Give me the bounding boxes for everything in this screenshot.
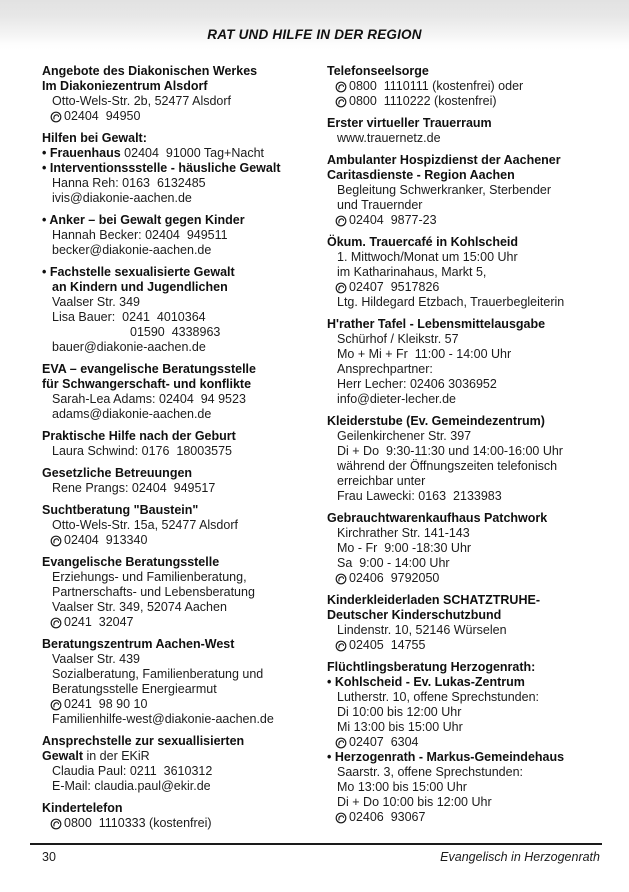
right-column (327, 64, 605, 838)
bullet-item: • Interventionssstelle - häusliche Gewalt (42, 161, 281, 175)
text-line: Sa 9:00 - 14:00 Uhr (337, 556, 450, 570)
section (327, 660, 605, 825)
section-heading: Caritasdienste - Region Aachen (327, 168, 515, 182)
bullet-item-continuation: an Kindern und Jugendlichen (52, 280, 228, 294)
phone-number: 02407 6304 (349, 735, 419, 749)
phone-line (42, 533, 314, 548)
text-line: erreichbar unter (337, 474, 426, 488)
section-heading: Telefonseelsorge (327, 64, 429, 78)
bullet-item: • Herzogenrath - Markus-Gemeindehaus (327, 750, 565, 764)
phone-icon (50, 818, 62, 830)
imprint-text: Evangelisch in Herzogenrath (440, 850, 600, 864)
phone-icon (335, 573, 347, 585)
text-line: Otto-Wels-Str. 2b, 52477 Alsdorf (52, 94, 232, 108)
section (42, 265, 314, 355)
text-line: Saarstr. 3, offene Sprechstunden: (337, 765, 524, 779)
text-line: Erziehungs- und Familienberatung, (52, 570, 247, 584)
page-header (0, 26, 629, 44)
text-line: Lutherstr. 10, offene Sprechstunden: (337, 690, 539, 704)
text-line: www.trauernetz.de (337, 131, 441, 145)
left-column (42, 64, 314, 838)
section-heading: Hilfen bei Gewalt: (42, 131, 147, 145)
text-line: Hanna Reh: 0163 6132485 (52, 176, 206, 190)
section (327, 116, 605, 146)
text-line: Familienhilfe-west@diakonie-aachen.de (52, 712, 274, 726)
text-line: Laura Schwind: 0176 18003575 (52, 444, 233, 458)
text-line: Vaalser Str. 349 (52, 295, 141, 309)
phone-line (327, 735, 605, 750)
bullet-item: • Anker – bei Gewalt gegen Kinder (42, 213, 245, 227)
phone-line (327, 213, 605, 228)
text-line: Lisa Bauer: 0241 4010364 (52, 310, 206, 324)
text-line: info@dieter-lecher.de (337, 392, 457, 406)
section-heading: Kleiderstube (Ev. Gemeindezentrum) (327, 414, 545, 428)
section (42, 213, 314, 258)
bullet-item: • Kohlscheid - Ev. Lukas-Zentrum (327, 675, 525, 689)
phone-number: 02404 913340 (64, 533, 148, 547)
text-line: Beratungsstelle Energiearmut (52, 682, 217, 696)
phone-number: 02407 9517826 (349, 280, 440, 294)
text-line: 1. Mittwoch/Monat um 15:00 Uhr (337, 250, 518, 264)
section-heading: Suchtberatung "Baustein" (42, 503, 199, 517)
text-line: Sozialberatung, Familienberatung und (52, 667, 264, 681)
text-line: Di + Do 9:30-11:30 und 14:00-16:00 Uhr (337, 444, 563, 458)
section (42, 429, 314, 459)
section-heading: Ansprechstelle zur sexuallisierten (42, 734, 245, 748)
section-heading: Angebote des Diakonischen Werkes (42, 64, 258, 78)
phone-line (327, 280, 605, 295)
section-heading: Ökum. Trauercafé in Kohlscheid (327, 235, 519, 249)
phone-icon (335, 282, 347, 294)
section (42, 555, 314, 630)
phone-number: 02405 14755 (349, 638, 426, 652)
section-heading: Praktische Hilfe nach der Geburt (42, 429, 236, 443)
text-line: Ltg. Hildegard Etzbach, Trauerbegleiterin (337, 295, 565, 309)
phone-number: 0800 1110333 (kostenfrei) (64, 816, 212, 830)
phone-line (42, 697, 314, 712)
text-line: Herr Lecher: 02406 3036952 (337, 377, 497, 391)
phone-icon (50, 535, 62, 547)
text-line: Schürhof / Kleikstr. 57 (337, 332, 459, 346)
text-line: Mo 13:00 bis 15:00 Uhr (337, 780, 467, 794)
phone-line (327, 79, 605, 94)
phone-number: 0241 98 90 10 (64, 697, 148, 711)
phone-icon (50, 699, 62, 711)
phone-line (327, 810, 605, 825)
phone-number: 0241 32047 (64, 615, 134, 629)
page-title: RAT UND HILFE IN DER REGION (207, 27, 422, 42)
text-line: Vaalser Str. 439 (52, 652, 141, 666)
section (327, 317, 605, 407)
text-line: Partnerschafts- und Lebensberatung (52, 585, 255, 599)
text-line: Di + Do 10:00 bis 12:00 Uhr (337, 795, 492, 809)
text-line: Vaalser Str. 349, 52074 Aachen (52, 600, 227, 614)
section-heading: Gewalt in der EKiR (42, 749, 150, 763)
text-line: ivis@diakonie-aachen.de (52, 191, 192, 205)
section-heading: Flüchtlingsberatung Herzogenrath: (327, 660, 536, 674)
phone-line (327, 94, 605, 109)
section-heading: Evangelische Beratungsstelle (42, 555, 220, 569)
bullet-item: • Fachstelle sexualisierte Gewalt (42, 265, 235, 279)
section (327, 153, 605, 228)
section-heading: H'rather Tafel - Lebensmittelausgabe (327, 317, 546, 331)
text-line: Claudia Paul: 0211 3610312 (52, 764, 213, 778)
section-heading: Gebrauchtwarenkaufhaus Patchwork (327, 511, 548, 525)
section-heading: Deutscher Kinderschutzbund (327, 608, 502, 622)
section-heading: Kindertelefon (42, 801, 123, 815)
phone-icon (50, 111, 62, 123)
text-line: Sarah-Lea Adams: 02404 94 9523 (52, 392, 246, 406)
section (42, 131, 314, 206)
section (42, 637, 314, 727)
phone-number: 0800 1110111 (kostenfrei) oder (349, 79, 524, 93)
text-line: und Trauernder (337, 198, 423, 212)
section-heading: Im Diakoniezentrum Alsdorf (42, 79, 208, 93)
section (42, 503, 314, 548)
text-line: Kirchrather Str. 141-143 (337, 526, 470, 540)
phone-icon (335, 640, 347, 652)
section-heading: für Schwangerschaft- und konflikte (42, 377, 252, 391)
text-line: adams@diakonie-aachen.de (52, 407, 212, 421)
text-line: Begleitung Schwerkranker, Sterbender (337, 183, 552, 197)
phone-number: 0800 1110222 (kostenfrei) (349, 94, 497, 108)
phone-line (327, 571, 605, 586)
text-line: Di 10:00 bis 12:00 Uhr (337, 705, 462, 719)
text-line: Rene Prangs: 02404 949517 (52, 481, 216, 495)
text-line: Frau Lawecki: 0163 2133983 (337, 489, 502, 503)
text-line: Mo + Mi + Fr 11:00 - 14:00 Uhr (337, 347, 512, 361)
text-line: Lindenstr. 10, 52146 Würselen (337, 623, 507, 637)
section (42, 362, 314, 422)
text-line: E-Mail: claudia.paul@ekir.de (52, 779, 211, 793)
phone-line (42, 615, 314, 630)
text-line: während der Öffnungszeiten telefonisch (337, 459, 558, 473)
text-line: Geilenkirchener Str. 397 (337, 429, 472, 443)
section-heading: Ambulanter Hospizdienst der Aachener (327, 153, 561, 167)
text-line: Ansprechpartner: (337, 362, 433, 376)
content-area (42, 64, 605, 838)
text-line: Otto-Wels-Str. 15a, 52477 Alsdorf (52, 518, 238, 532)
text-line: Mo - Fr 9:00 -18:30 Uhr (337, 541, 472, 555)
phone-icon (335, 215, 347, 227)
section-heading: Gesetzliche Betreuungen (42, 466, 193, 480)
section-heading: Erster virtueller Trauerraum (327, 116, 492, 130)
text-line: Mi 13:00 bis 15:00 Uhr (337, 720, 463, 734)
phone-number: 02404 9877-23 (349, 213, 437, 227)
section-heading: Kinderkleiderladen SCHATZTRUHE- (327, 593, 540, 607)
section (42, 801, 314, 831)
section (42, 64, 314, 124)
section (42, 734, 314, 794)
text-line: im Katharinahaus, Markt 5, (337, 265, 487, 279)
section-heading: Beratungszentrum Aachen-West (42, 637, 235, 651)
phone-icon (50, 617, 62, 629)
text-line: becker@diakonie-aachen.de (52, 243, 212, 257)
phone-number: 02406 93067 (349, 810, 426, 824)
section (327, 235, 605, 310)
phone-icon (335, 96, 347, 108)
page-number: 30 (42, 850, 56, 864)
text-line: Hannah Becker: 02404 949511 (52, 228, 228, 242)
text-line: bauer@diakonie-aachen.de (52, 340, 206, 354)
phone-icon (335, 812, 347, 824)
phone-number: 02406 9792050 (349, 571, 440, 585)
page-footer (30, 843, 602, 864)
phone-number: 02404 94950 (64, 109, 141, 123)
phone-line (42, 109, 314, 124)
phone-icon (335, 81, 347, 93)
phone-continuation: 01590 4338963 (130, 325, 221, 339)
section (327, 414, 605, 504)
bullet-item: • Frauenhaus 02404 91000 Tag+Nacht (42, 146, 264, 160)
section (42, 466, 314, 496)
section (327, 64, 605, 109)
section (327, 593, 605, 653)
phone-line (42, 816, 314, 831)
section (327, 511, 605, 586)
phone-icon (335, 737, 347, 749)
section-heading: EVA – evangelische Beratungsstelle (42, 362, 256, 376)
phone-line (327, 638, 605, 653)
